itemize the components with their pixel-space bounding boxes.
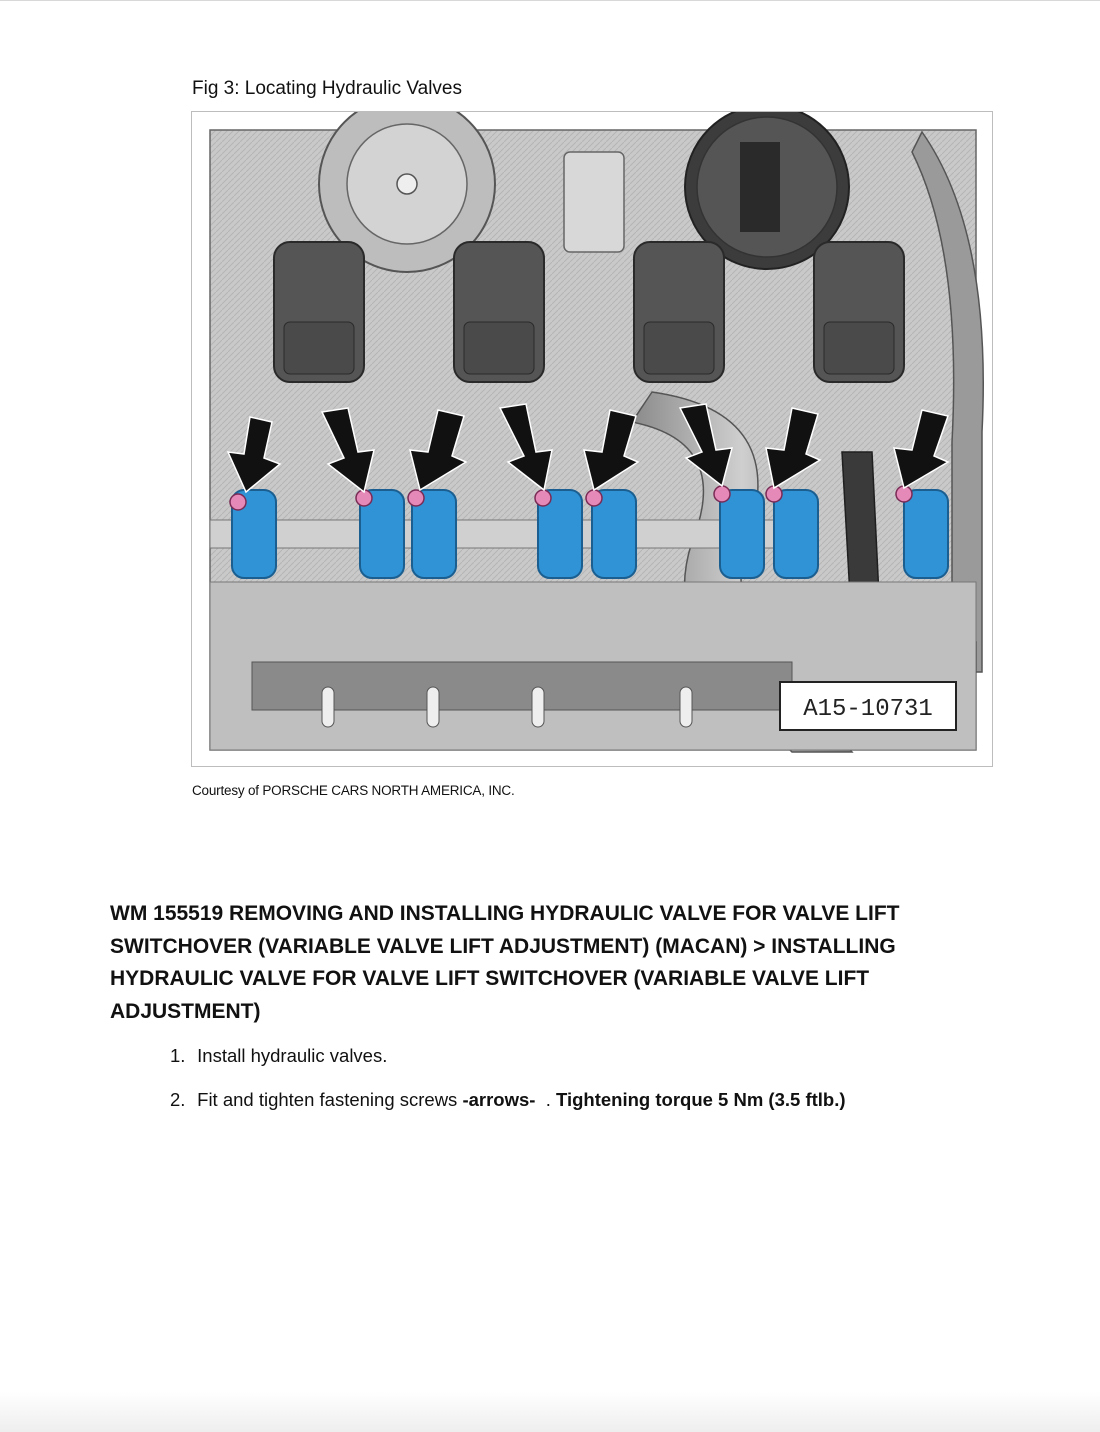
sensor-housing [564, 152, 624, 252]
round-cover-center [397, 174, 417, 194]
figure-credit: Courtesy of PORSCHE CARS NORTH AMERICA, INC. [192, 783, 515, 798]
step-number: 1. [170, 1045, 186, 1066]
figure-caption: Fig 3: Locating Hydraulic Valves [192, 78, 462, 99]
page-bottom-shade [0, 1392, 1100, 1432]
step-text: Fit and tighten fastening screws [197, 1089, 463, 1110]
image-code: A15-10731 [803, 696, 933, 723]
torque-spec: Tightening torque 5 Nm (3.5 ftlb.) [556, 1089, 846, 1110]
section-heading: WM 155519 REMOVING AND INSTALLING HYDRAULIC VALVE FOR VALVE LIFT SWITCHOVER (VARIABLE VALVE LIFT ADJUSTMENT) (MACAN) > INSTALLING HYDRAULIC VALVE FOR VALVE LIFT SWITCHOVER (VARIABLE VALVE LIFT ADJUSTMENT) [110, 902, 900, 1023]
step-list [170, 1045, 846, 1133]
step-item [170, 1045, 846, 1067]
step-item [170, 1089, 846, 1111]
engine-illustration [192, 112, 994, 768]
step-separator: . [535, 1089, 557, 1110]
figure-frame [191, 111, 993, 767]
arrows-label: -arrows- [462, 1089, 536, 1110]
step-text: Install hydraulic valves. [197, 1045, 388, 1066]
oil-filler-cap-grip [740, 142, 780, 232]
step-number: 2. [170, 1089, 186, 1110]
